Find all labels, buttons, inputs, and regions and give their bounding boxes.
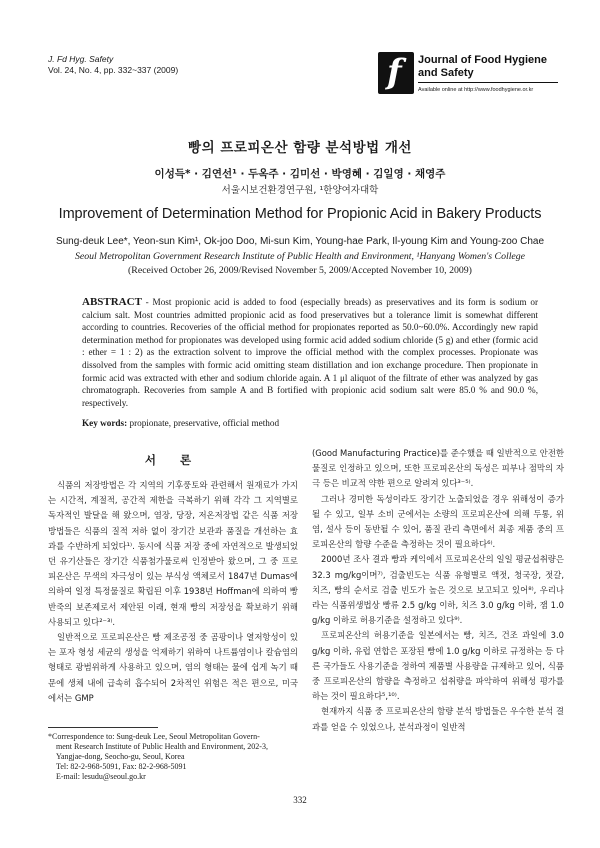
keywords-label: Key words: bbox=[82, 418, 128, 428]
abstract bbox=[82, 296, 538, 409]
journal-name: J. Fd Hyg. Safety bbox=[48, 54, 114, 64]
journal-logo-title: Journal of Food Hygiene and Safety bbox=[418, 54, 547, 79]
journal-url: Available online at http://www.foodhygiene.or.kr bbox=[418, 87, 534, 93]
section-heading-introduction: 서 론 bbox=[144, 453, 202, 467]
journal-logo-icon: f bbox=[378, 52, 414, 94]
abstract-text: - Most propionic acid is added to food (especially breads) as preservatives and its form is sodium or calcium salt. Most countries admitted propionic acid as food preservatives but a tolerance limit is somewhat different according to countries. Recoveries of the official method for propionates reported as 50.0~60.0%. Accordingly new rapid determination method for propionates was developed using formic acid added sodium chloride (5 g) and ether (formic acid : ether = 1 : 2) as the extraction solvent to improve the official method with the complex processes. Propionate was dissolved from the samples with formic acid omitting steam distillation and ion exchange procedure. Then propionate in formic acid was extracted with ether and sodium chloride again. A 1 μl aliquot of the filtrate of ether was analyzed by gas chromatograph. Recoveries from sample A and B fortified with propionic acid sodium salt were 85.0 % and 90.0 %, respectively. bbox=[82, 297, 538, 408]
body-paragraph: 일반적으로 프로피온산은 빵 제조공정 중 곰팡이나 열저항성이 있는 포자 형성 세균의 생성을 억제하기 위하여 나트륨염이나 칼슘염의 형태로 광범위하게 사용하고 있으며, 염의 형태는 물에 쉽게 녹기 때문에 생체 내에 급속히 흡수되어 2차적인 위험은 적은 편으로, 미국에서는 GMP bbox=[48, 632, 298, 703]
footnote-line: Yangjae-dong, Seocho-gu, Seoul, Korea bbox=[56, 751, 185, 761]
body-paragraph: 현재까지 식품 중 프로피온산의 함량 분석 방법들은 우수한 분석 결과를 얻을 수 있었으나, 분석과정이 일반적 bbox=[312, 706, 564, 732]
page-number: 332 bbox=[293, 795, 307, 805]
body-paragraph: 그러나 경미한 독성이라도 장기간 노출되었을 경우 위해성이 증가될 수 있고, 일부 소비 군에서는 소량의 프로피온산에 의해 두통, 위염, 설사 등이 동반될 수 있어, 품질 관리 측면에서 최종 제품 중의 프로피온산의 함량 수준을 측정하는 것이 필요하다⁶⁾. bbox=[312, 493, 564, 550]
english-title: Improvement of Determination Method for Propionic Acid in Bakery Products bbox=[58, 206, 542, 222]
footnote-email: E-mail: lesudu@seoul.go.kr bbox=[56, 771, 146, 781]
journal-citation bbox=[48, 54, 178, 76]
volume-issue: Vol. 24, No. 4, pp. 332~337 (2009) bbox=[48, 65, 179, 75]
abstract-label: ABSTRACT bbox=[82, 296, 142, 308]
footnote-line: ment Research Institute of Public Health and Environment, 202-3, bbox=[56, 741, 268, 751]
korean-title: 빵의 프로피온산 함량 분석방법 개선 bbox=[188, 140, 412, 156]
english-authors: Sung-deuk Lee*, Yeon-sun Kim¹, Ok-joo Doo, Mi-sun Kim, Young-hae Park, Il-young Kim and Young-zoo Chae bbox=[55, 236, 545, 247]
korean-affiliation: 서울시보건환경연구원, ¹한양여자대학 bbox=[221, 185, 379, 196]
body-paragraph: (Good Manufacturing Practice)를 준수했을 때 일반적으로 안전한 물질로 인정하고 있으며, 또한 프로피온산의 독성은 피부나 점막의 자극 등은 비교적 약한 편으로 알려져 있다³⁻⁵⁾. bbox=[312, 448, 564, 489]
body-paragraph: 식품의 저장방법은 각 지역의 기후풍토와 관련해서 원재료가 가지는 시간적, 계절적, 공간적 제한을 극복하기 위해 각각 그 지역별로 독자적인 발달을 해 왔으며, 염장, 당장, 저온저장법 같은 식품 저장 방법들은 식품의 질적 저하 없이 장기간 보관과 품질을 개선하는 효과를 수반하게 되었다¹⁾. 동시에 식품 저장 중에 자연적으로 발생되었던 유기산들은 장기간 식품첨가물로써 인정받아 왔으며, 그 중 프로피온산은 무색의 자극성이 있는 부식성 액체로서 1847년 Dumas에 의하여 일정 특정물질로 확립된 이후 1938년 Hoffman에 의하여 빵 반죽의 보존제로서 제안된 이래, 현재 빵의 저장성을 확보하기 위해 사용되고 있다²⁻³⁾. bbox=[48, 480, 298, 627]
body-right-column bbox=[312, 446, 564, 735]
footnote-line: Tel: 82-2-968-5091, Fax: 82-2-968-5091 bbox=[56, 761, 187, 771]
korean-authors: 이성득* · 김연선¹ · 두옥주 · 김미선 · 박영혜 · 김일영 · 채영주 bbox=[154, 168, 446, 180]
logo-divider bbox=[418, 82, 558, 83]
footnote-line: *Correspondence to: Sung-deuk Lee, Seoul Metropolitan Govern- bbox=[48, 732, 260, 741]
keywords-text: propionate, preservative, official method bbox=[127, 418, 280, 428]
keywords bbox=[82, 418, 538, 428]
received-dates: (Received October 26, 2009/Revised November 5, 2009/Accepted November 10, 2009) bbox=[128, 265, 472, 276]
english-affiliation: Seoul Metropolitan Government Research Institute of Public Health and Environment, ¹Hanyang Women's College bbox=[74, 251, 526, 262]
journal-logo bbox=[378, 52, 558, 106]
footnote-divider bbox=[48, 727, 158, 728]
body-paragraph: 2000년 조사 결과 빵과 케익에서 프로피온산의 일일 평균섭취량은 32.3 mg/kg이며⁷⁾, 검출빈도는 식품 유형별로 액젓, 청국장, 젓갈, 치즈, 빵의 순서로 검출 빈도가 높은 것으로 보고되고 있어⁸⁾, 우리나라는 식품위생법상 빵류 2.5 g/kg 이하, 치즈 3.0 g/kg 이하, 잼 1.0 g/kg 이하로 허용기준을 설정하고 있다⁹⁾. bbox=[312, 554, 564, 626]
body-left-column bbox=[48, 452, 298, 706]
correspondence-footnote bbox=[48, 732, 300, 782]
body-paragraph: 프로피온산의 허용기준을 일본에서는 빵, 치즈, 건조 과일에 3.0 g/kg 이하, 유럽 연합은 포장된 빵에 1.0 g/kg 이하로 규정하는 등 다른 국가들도 사용기준을 정하여 제품별 사용량을 규제하고 있어, 식품 중 프로피온산의 함량을 측정하고 섭취량을 파악하여 위해성 평가를 하는 것이 필요하다⁵,¹⁰⁾. bbox=[312, 630, 564, 702]
